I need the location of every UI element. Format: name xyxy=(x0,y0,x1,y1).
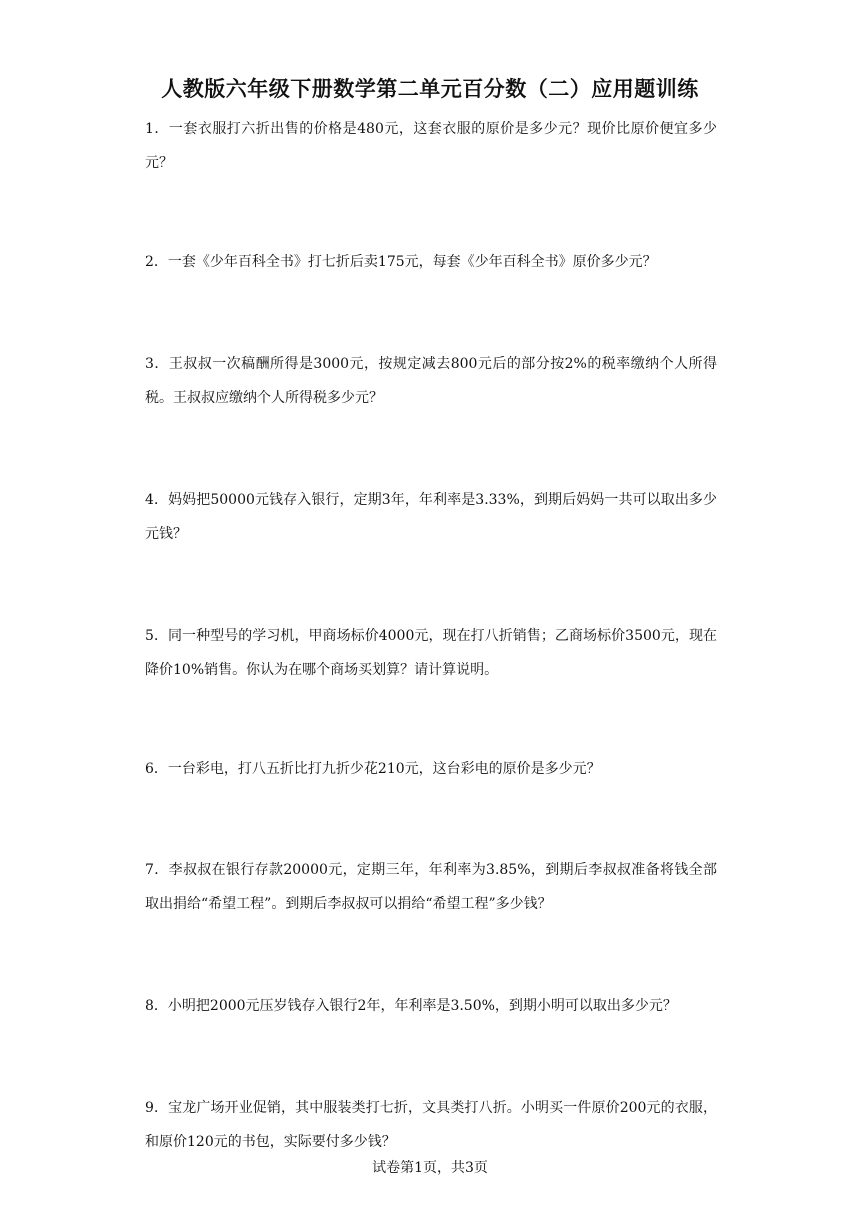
question-9: 9．宝龙广场开业促销，其中服装类打七折，文具类打八折。小明买一件原价200元的衣服，和原价120元的书包，实际要付多少钱？ xyxy=(145,1100,717,1150)
question-5: 5．同一种型号的学习机，甲商场标价4000元，现在打八折销售；乙商场标价3500元，现在降价10%销售。你认为在哪个商场买划算？请计算说明。 xyxy=(145,628,717,678)
question-3: 3．王叔叔一次稿酬所得是3000元，按规定减去800元后的部分按2%的税率缴纳个人所得税。王叔叔应缴纳个人所得税多少元？ xyxy=(145,356,717,406)
question-4: 4．妈妈把50000元钱存入银行，定期3年，年利率是3.33%，到期后妈妈一共可以取出多少元钱？ xyxy=(145,492,717,542)
page-title: 人教版六年级下册数学第二单元百分数（二）应用题训练 xyxy=(161,77,699,101)
page-footer: 试卷第1页，共3页 xyxy=(372,1160,488,1176)
question-1: 1．一套衣服打六折出售的价格是480元，这套衣服的原价是多少元？现价比原价便宜多少元？ xyxy=(145,121,717,171)
question-7: 7．李叔叔在银行存款20000元，定期三年，年利率为3.85%，到期后李叔叔准备将钱全部取出捐给“希望工程”。到期后李叔叔可以捐给“希望工程”多少钱？ xyxy=(145,862,717,912)
question-8: 8．小明把2000元压岁钱存入银行2年，年利率是3.50%，到期小明可以取出多少元？ xyxy=(145,998,677,1014)
question-2: 2．一套《少年百科全书》打七折后卖175元，每套《少年百科全书》原价多少元？ xyxy=(145,254,657,270)
question-6: 6．一台彩电，打八五折比打九折少花210元，这台彩电的原价是多少元？ xyxy=(145,761,601,777)
